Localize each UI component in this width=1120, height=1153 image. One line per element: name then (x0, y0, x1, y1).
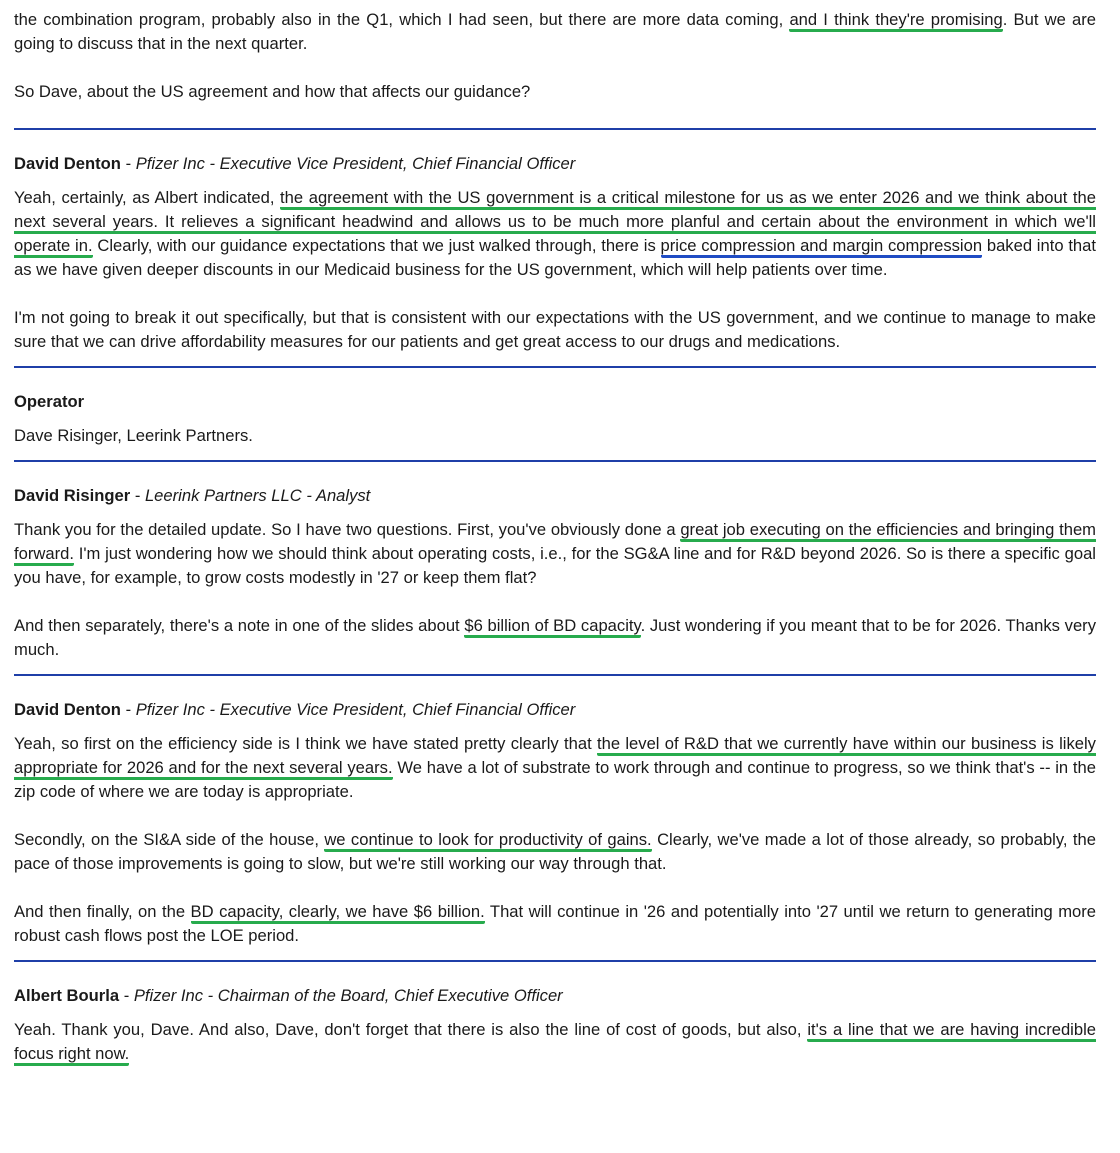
text-segment: Yeah, certainly, as Albert indicated, (14, 188, 281, 207)
speaker-role: Pfizer Inc - Executive Vice President, Chief Financial Officer (135, 154, 576, 173)
section-divider (14, 674, 1096, 676)
speaker-header: David Denton - Pfizer Inc - Executive Vice President, Chief Financial Officer (14, 700, 576, 719)
speaker-role: Leerink Partners LLC - Analyst (144, 486, 371, 505)
text-segment: And then separately, there's a note in one of the slides about (14, 616, 465, 635)
text-segment: We have a lot of substrate to work through and continue to progress, so we think that's -- in the zip code of where we are today is appropriate. (14, 758, 1096, 801)
speaker-name: David Risinger (14, 486, 131, 505)
text-segment: Clearly, with our guidance expectations that we just walked through, there is (92, 236, 661, 255)
answer-paragraph: I'm not going to break it out specifically, but that is consistent with our expectations with the US government, and we continue to manage to make sure that we can drive affordability measures for our patients and get great access to our drugs and medications. (14, 308, 1096, 351)
intro-paragraph-1 (14, 8, 1096, 56)
section-divider (14, 960, 1096, 962)
text-segment: Yeah. Thank you, Dave. And also, Dave, don't forget that there is also the line of cost of goods, but also, (14, 1020, 808, 1039)
text-segment: . But we are going to discuss that in the next quarter. (14, 10, 1096, 53)
green-highlight: the agreement with the US government is a critical milestone for us as we enter 2026 and we think about the next several years. It relieves a significant headwind and allows us to be much more planful and certain about the environment in which we'll operate in. (14, 188, 1096, 258)
text-segment: Thank you for the detailed update. So I have two questions. First, you've obviously done a (14, 520, 681, 539)
speaker-name: David Denton (14, 700, 121, 719)
text-segment: Clearly, we've made a lot of those already, so probably, the pace of those improvements is going to slow, but we're still working our way through that. (14, 830, 1096, 873)
green-highlight: great job executing on the efficiencies and bringing them forward. (14, 520, 1096, 566)
text-segment: Secondly, on the SI&A side of the house, (14, 830, 325, 849)
speaker-name: Operator (14, 392, 85, 411)
answer-paragraph (14, 732, 1096, 804)
text-segment: That will continue in '26 and potentially into '27 until we return to generating more robust cash flows post the LOE period. (14, 902, 1097, 945)
speaker-header: Albert Bourla - Pfizer Inc - Chairman of the Board, Chief Executive Officer (14, 986, 563, 1005)
blue-highlight: price compression and margin compression (661, 236, 983, 258)
green-highlight: it's a line that we are having incredible focus right now. (14, 1020, 1096, 1066)
text-segment: baked into that as we have given deeper discounts in our Medicaid business for the US government, which will help patients over time. (14, 236, 1096, 279)
speaker-role: Pfizer Inc - Executive Vice President, Chief Financial Officer (135, 700, 576, 719)
green-highlight: BD capacity, clearly, we have $6 billion. (191, 902, 485, 924)
section-divider (14, 128, 1096, 130)
text-segment: Yeah, so first on the efficiency side is I think we have stated pretty clearly that (14, 734, 597, 753)
green-highlight: we continue to look for productivity of gains. (324, 830, 651, 852)
speaker-header: David Denton - Pfizer Inc - Executive Vice President, Chief Financial Officer (14, 154, 576, 173)
speaker-header (14, 390, 1096, 414)
section-divider (14, 460, 1096, 462)
operator-text: Dave Risinger, Leerink Partners. (14, 426, 253, 445)
text-segment: . Just wondering if you meant that to be for 2026. Thanks very much. (14, 616, 1096, 659)
text-segment: I'm just wondering how we should think about operating costs, i.e., for the SG&A line and for R&D beyond 2026. So is there a specific goal you have, for example, to grow costs modestly in '27 or keep them flat? (14, 544, 1096, 587)
green-highlight: and I think they're promising (789, 10, 1002, 32)
green-highlight: the level of R&D that we currently have within our business is likely appropriate for 2026 and for the next several years. (14, 734, 1096, 780)
answer-paragraph (14, 186, 1096, 282)
speaker-role: Pfizer Inc - Chairman of the Board, Chief Executive Officer (133, 986, 563, 1005)
text-segment: the combination program, probably also in the Q1, which I had seen, but there are more data coming, (14, 10, 790, 29)
answer-paragraph (14, 1018, 1096, 1066)
speaker-header: David Risinger - Leerink Partners LLC - Analyst (14, 486, 371, 505)
text-segment: And then finally, on the (14, 902, 191, 921)
question-paragraph (14, 614, 1096, 662)
speaker-name: Albert Bourla (14, 986, 120, 1005)
speaker-name: David Denton (14, 154, 121, 173)
question-paragraph (14, 518, 1096, 590)
answer-paragraph (14, 900, 1096, 948)
green-highlight: $6 billion of BD capacity (464, 616, 640, 638)
intro-paragraph-2: So Dave, about the US agreement and how that affects our guidance? (14, 82, 531, 101)
section-divider (14, 366, 1096, 368)
answer-paragraph (14, 828, 1096, 876)
